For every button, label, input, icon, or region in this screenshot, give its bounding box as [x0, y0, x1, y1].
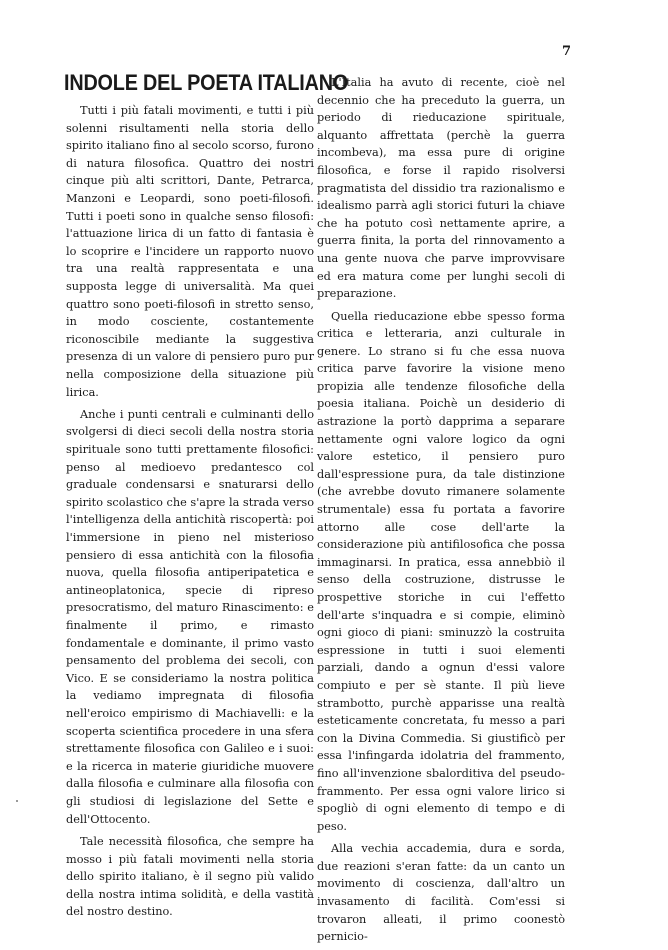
margin-speck: [16, 800, 18, 802]
essay-title: INDOLE DEL POETA ITALIANO: [64, 70, 349, 95]
left-text-column: [66, 102, 314, 926]
page-number: 7: [562, 44, 572, 59]
paragraph: Anche i punti centrali e culminanti dello svolgersi di dieci secoli della nostra storia spirituale sono tutti prettamente filosofici: penso al medioevo predantesco col graduale condensarsi e snaturarsi dello spirito scolastico che s'apre la strada verso l'intelligenza della antichità riscopertà: poi l'immersione in pieno nel misterioso pensiero di essa antichità con la filosofia nuova, quella filosofia antiperipatetica e antineoplatonica, specie di ripreso presocratismo, del maturo Rinascimento: e finalmente il primo, e rimasto fondamentale e dominante, il primo vasto pensamento del problema dei secoli, con Vico. E se consideriamo la nostra politica la vediamo impregnata di filosofia nell'eroico empirismo di Machiavelli: e la scoperta scientifica procedere in una sfera strettamente filosofica con Galileo e i suoi: e la ricerca in materie giuridiche muovere dalla filosofia e culminare alla filosofia con gli studiosi di legislazione del Sette e dell'Ottocento.: [66, 407, 314, 826]
paragraph: Tutti i più fatali movimenti, e tutti i più solenni risultamenti nella storia dello spirito italiano fino al secolo scorso, furono di natura filosofica. Quattro dei nostri cinque più alti scrittori, Dante, Petrarca, Manzoni e Leopardi, sono poeti-filosofi. Tutti i poeti sono in qualche senso filosofi: l'attuazione lirica di un fatto di fantasia è lo scoprire e l'incidere un rapporto nuovo tra una realtà rappresentata e una supposta legge di universalità. Ma quei quattro sono poeti-filosofi in stretto senso, in modo cosciente, costantemente riconoscibile mediante la suggestiva presenza di un valore di pensiero puro pur nella composizione della situazione più lirica.: [66, 104, 314, 399]
paragraph: Alla vechia accademia, dura e sorda, due reazioni s'eran fatte: da un canto un movimento di coscienza, dall'altro un invasamento di facilità. Com'essi si trovaron alleati, il primo coonestò pernicio-: [317, 842, 565, 944]
paragraph: Tale necessità filosofica, che sempre ha mosso i più fatali movimenti nella storia dello spirito italiano, è il segno più valido della nostra intima solidità, e della vastità del nostro destino.: [66, 834, 314, 919]
paragraph: Quella rieducazione ebbe spesso forma critica e letteraria, anzi culturale in genere. Lo strano si fu che essa nuova critica parve favorire la visione meno propizia alle tendenze filosofiche della poesia italiana. Poichè un desiderio di astrazione la portò dapprima a separare nettamente ogni valore logico da ogni valore estetico, il pensiero puro dall'espressione pura, da tale distinzione (che avrebbe dovuto rimanere solamente strumentale) essa fu portata a favorire attorno alle cose dell'arte la considerazione più antifilosofica che possa immaginarsi. In pratica, essa annebbiò il senso della costruzione, distrusse le prospettive storiche in cui l'effetto dell'arte s'inquadra e si compie, eliminò ogni gioco di piani: sminuzzò la costruita espressione in tutti i suoi elementi parziali, dando a ognun d'essi valore compiuto e per sè stante. Il più lieve strambotto, purchè apparisse una realtà esteticamente concretata, fu messo a pari con la Divina Commedia. Si giustificò per essa l'infingarda idolatria del frammento, fino all'invenzione sbalorditiva del pseudo-frammento. Per essa ogni valore lirico si spogliò di ogni elemento di tempo e di peso.: [317, 309, 565, 833]
paragraph: L'Italia ha avuto di recente, cioè nel decennio che ha preceduto la guerra, un periodo di rieducazione spirituale, alquanto affrettata (perchè la guerra incombeva), ma essa pure di origine filosofica, e forse il rapido risolversi pragmatista del dissidio tra razionalismo e idealismo parrà agli storici futuri la chiave che ha potuto così nettamente aprire, a guerra finita, la porta del rinnovamento a una gente nuova che parve improvvisare ed era matura come per lunghi secoli di preparazione.: [317, 76, 565, 301]
right-text-column: [317, 74, 565, 950]
